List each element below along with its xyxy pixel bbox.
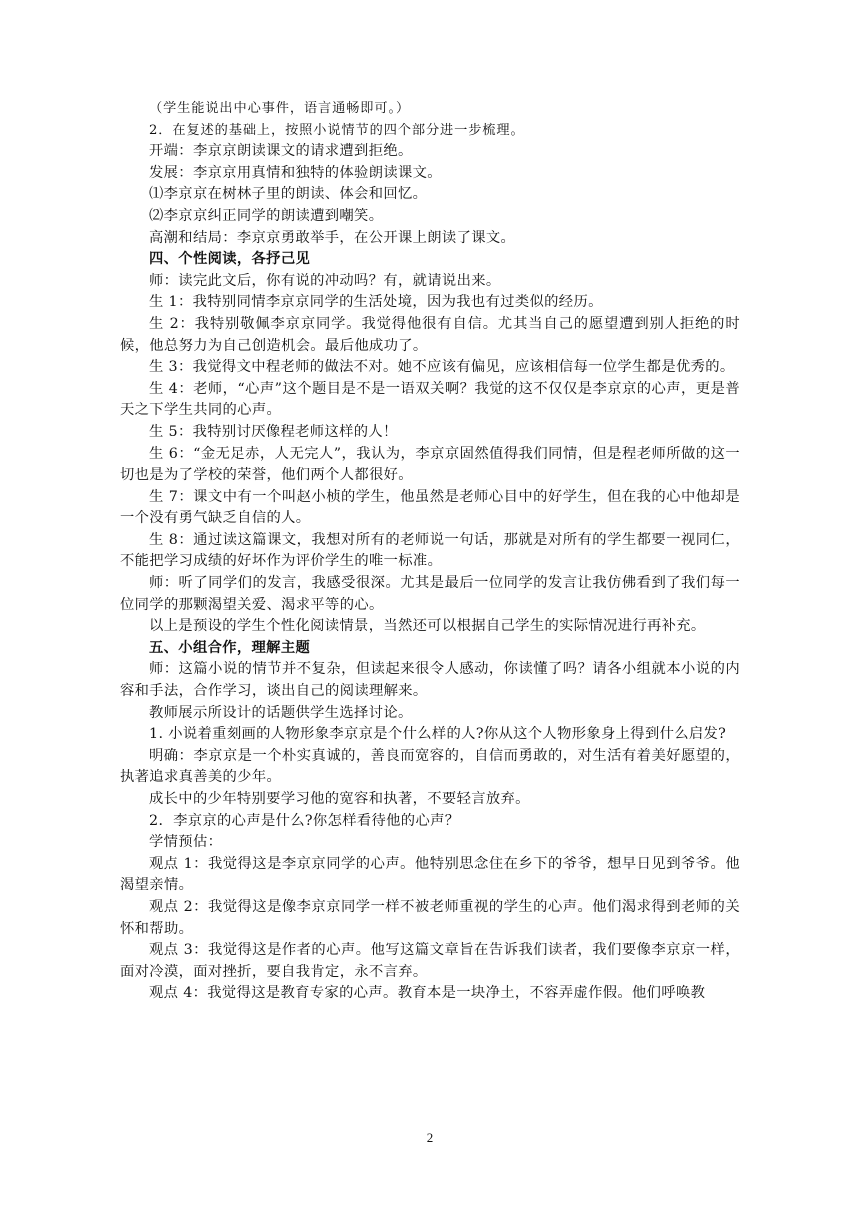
section-heading: 四、个性阅读，各抒己见 [149, 251, 311, 268]
paragraph: 生 3：我觉得文中程老师的做法不对。她不应该有偏见，应该相信每一位学生都是优秀的。 [149, 359, 735, 376]
paragraph: 成长中的少年特别要学习他的宽容和执著，不要轻言放弃。 [149, 791, 530, 807]
paragraph: 发展：李京京用真情和独特的体验朗读课文。 [149, 164, 442, 181]
paragraph: 学情预估： [149, 834, 223, 851]
paragraph: 观点 4：我觉得这是教育专家的心声。教育本是一块净土，不容弄虚作假。他们呼唤教 [149, 985, 706, 1002]
paragraph: 1. 小说着重刻画的人物形象李京京是个什么样的人?你从这个人物形象身上得到什么启发? [149, 726, 727, 743]
section-heading: 五、小组合作，理解主题 [149, 639, 311, 656]
paragraph: 观点 3：我觉得这是作者的心声。他写这篇文章旨在告诉我们读者，我们要像李京京一样，面对冷漠，面对挫折，要自我肯定，永不言弃。 [120, 942, 740, 980]
paragraph: 生 7：课文中有一个叫赵小桢的学生，他虽然是老师心目中的好学生，但在我的心中他却是一个没有勇气缺乏自信的人。 [120, 488, 740, 527]
paragraph: 观点 2：我觉得这是像李京京同学一样不被老师重视的学生的心声。他们渴求得到老师的关怀和帮助。 [120, 898, 740, 937]
paragraph: 观点 1：我觉得这是李京京同学的心声。他特别思念住在乡下的爷爷，想早日见到爷爷。他渴望亲情。 [120, 855, 740, 894]
document-body [120, 98, 740, 1005]
paragraph: 生 2：我特别敬佩李京京同学。我觉得他很有自信。尤其当自己的愿望遭到别人拒绝的时候，他总努力为自己创造机会。最后他成功了。 [120, 315, 740, 354]
paragraph: 师：听了同学们的发言，我感受很深。尤其是最后一位同学的发言让我仿佛看到了我们每一位同学的那颗渴望关爱、渴求平等的心。 [120, 575, 740, 613]
paragraph: 2．李京京的心声是什么?你怎样看待他的心声？ [149, 812, 460, 829]
paragraph: 以上是预设的学生个性化阅读情景，当然还可以根据自己学生的实际情况进行再补充。 [149, 618, 706, 635]
paragraph: 生 8：通过读这篇课文，我想对所有的老师说一句话，那就是对所有的学生都要一视同仁，不能把学习成绩的好坏作为评价学生的唯一标准。 [120, 531, 740, 570]
paragraph: 生 4：老师，“心声”这个题目是不是一语双关啊？我觉的这不仅仅是李京京的心声，更是普天之下学生共同的心声。 [120, 380, 740, 419]
paragraph: 师：读完此文后，你有说的冲动吗？有，就请说出来。 [149, 272, 501, 289]
paragraph: 开端：李京京朗读课文的请求遭到拒绝。 [149, 143, 413, 160]
paragraph: 生 1：我特别同情李京京同学的生活处境，因为我也有过类似的经历。 [149, 294, 603, 311]
paragraph: （学生能说出中心事件，语言通畅即可。） [149, 101, 411, 116]
paragraph: 生 6：“金无足赤，人无完人”，我认为，李京京固然值得我们同情，但是程老师所做的这一切也是为了学校的荣誉，他们两个人都很好。 [120, 445, 740, 484]
paragraph: 师：这篇小说的情节并不复杂，但读起来很令人感动，你读懂了吗？请各小组就本小说的内容和手法，合作学习，谈出自己的阅读理解来。 [120, 661, 740, 700]
paragraph: ⑵李京京纠正同学的朗读遭到嘲笑。 [149, 207, 384, 224]
paragraph: 高潮和结局：李京京勇敢举手，在公开课上朗读了课文。 [149, 229, 516, 246]
page-number: 2 [426, 1130, 434, 1145]
paragraph: 2．在复述的基础上，按照小说情节的四个部分进一步梳理。 [149, 122, 525, 138]
paragraph: ⑴李京京在树林子里的朗读、体会和回忆。 [149, 186, 428, 203]
paragraph: 教师展示所设计的话题供学生选择讨论。 [149, 704, 413, 721]
paragraph: 生 5：我特别讨厌像程老师这样的人！ [149, 423, 398, 440]
paragraph: 明确：李京京是一个朴实真诚的，善良而宽容的，自信而勇敢的，对生活有着美好愿望的，执著追求真善美的少年。 [120, 747, 740, 786]
